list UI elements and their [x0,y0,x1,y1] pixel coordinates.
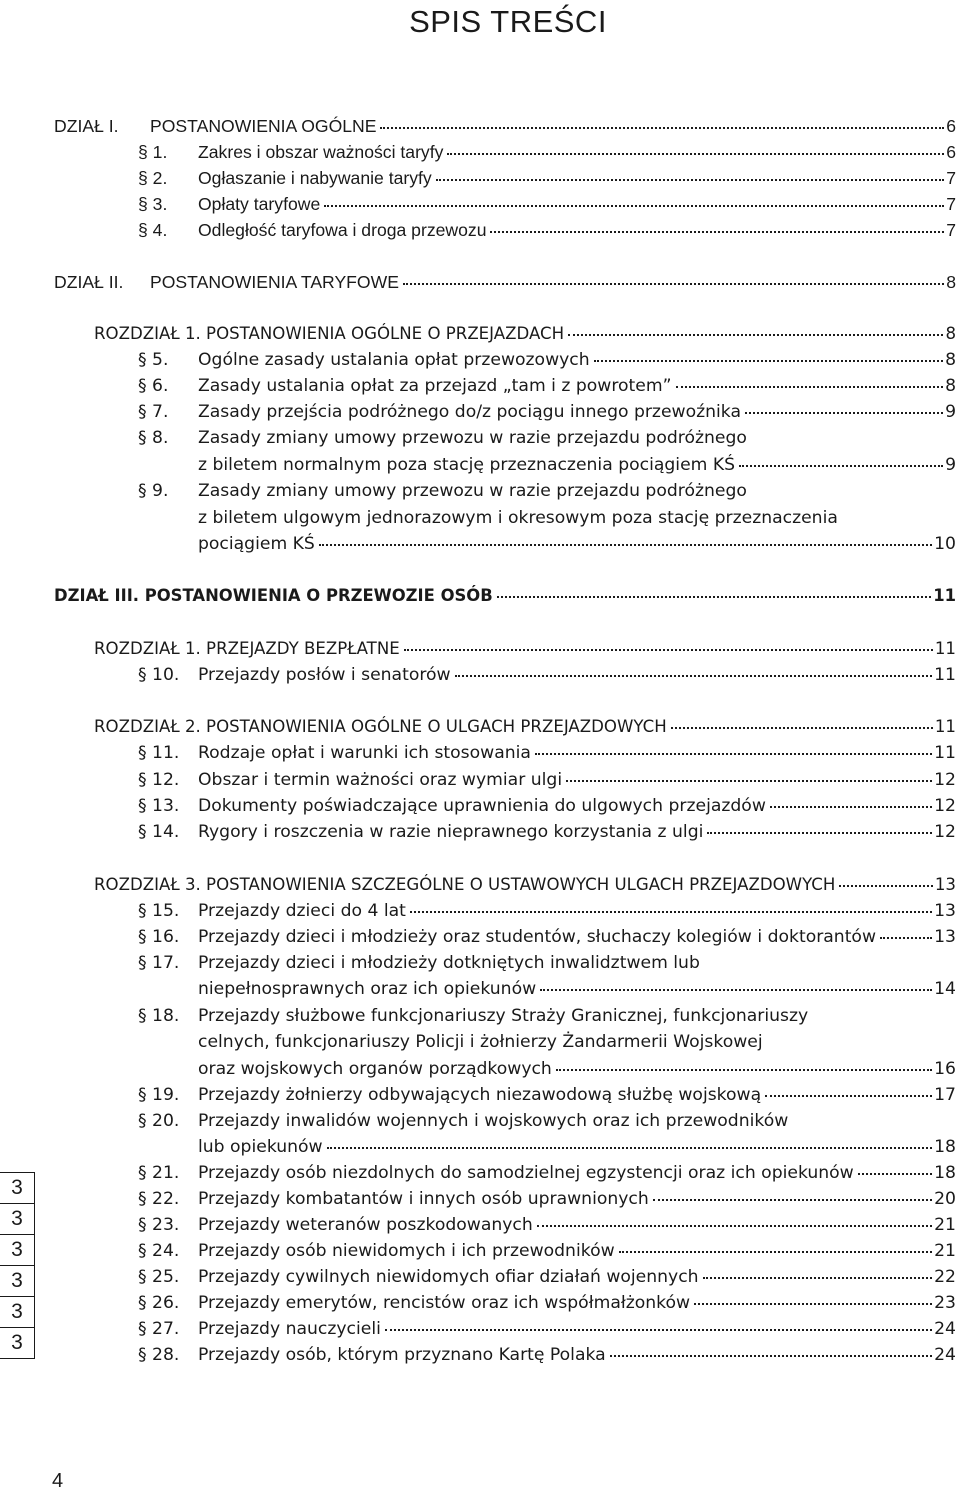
dot-leader [404,648,933,651]
toc-entry-number: DZIAŁ II. [54,272,124,292]
toc-page-number: 13 [934,901,956,921]
toc-entry [138,399,956,425]
toc-entry-title: Obszar i termin ważności oraz wymiar ulgi [198,770,563,790]
toc-page-number: 14 [934,979,956,999]
toc-entry-number: § 6. [138,376,169,396]
toc-entry-number: § 19. [138,1085,180,1105]
dot-leader [739,464,943,467]
dot-leader [556,1068,932,1071]
dot-leader [676,385,944,388]
toc-page-number: 7 [946,220,956,240]
side-tab-cell: 3 [0,1173,34,1204]
toc-entry [138,767,956,793]
dot-leader [653,1198,932,1201]
toc-page-number: 8 [945,324,956,343]
toc-entry-title: ROZDZIAŁ 3. POSTANOWIENIA SZCZEGÓLNE O USTAWOWYCH ULGACH PRZEJAZDOWYCH [94,875,836,894]
toc-entry [138,425,956,451]
toc-entry-title: Zakres i obszar ważności taryfy [198,142,444,162]
toc-entry-title: Przejazdy kombatantów i innych osób uprawnionych [198,1189,649,1209]
toc-entry-title: Przejazdy osób niewidomych i ich przewodników [198,1241,615,1261]
dot-leader [594,359,943,362]
toc-page-number: 24 [934,1345,956,1365]
dot-leader [880,936,932,939]
toc-chapter-heading [94,636,956,662]
side-tab-cell: 3 [11,1331,23,1354]
toc-page-number: 7 [946,168,956,188]
dot-leader [619,1250,932,1253]
dot-leader [455,674,933,677]
dot-leader [745,411,943,414]
toc-entry [138,505,956,531]
toc-page-number: 18 [934,1163,956,1183]
toc-entry [138,1082,956,1108]
toc-entry-number: § 25. [138,1267,180,1287]
toc-page-number: 8 [945,350,956,370]
side-tab-cell: 3 [0,1204,34,1235]
dot-leader [770,805,932,808]
toc-entry-title: Przejazdy nauczycieli [198,1319,381,1339]
toc-page-number: 13 [934,875,956,894]
toc-chapter-heading [94,321,956,347]
dot-leader [403,282,944,285]
toc-entry-title: Przejazdy osób niezdolnych do samodzielnej egzystencji oraz ich opiekunów [198,1163,854,1183]
dot-leader [436,178,944,181]
toc-entry-number: § 9. [138,481,169,501]
toc-entry [138,1316,956,1342]
toc-entry-title: niepełnosprawnych oraz ich opiekunów [198,979,537,999]
toc-entry-number: § 17. [138,953,180,973]
toc-page-number: 10 [934,534,956,554]
toc-entry [138,1342,956,1368]
toc-entry-number: § 10. [138,665,180,685]
dot-leader [380,126,944,129]
toc-entry [138,819,956,845]
toc-entry [138,976,956,1002]
dot-leader [497,595,931,598]
toc-page-number: 8 [945,376,956,396]
toc-entry [138,478,956,504]
toc-page-number: 12 [934,822,956,842]
toc-chapter-heading [94,714,956,740]
toc-entry [138,1108,956,1134]
side-tab-marker [0,1172,35,1359]
toc-entry-title: Ogłaszanie i nabywanie taryfy [198,168,432,188]
toc-entry-number: § 21. [138,1163,180,1183]
toc-entry [138,452,956,478]
dot-leader [540,988,932,991]
toc-entry-title: celnych, funkcjonariuszy Policji i żołnierzy Żandarmerii Wojskowej [198,1032,763,1052]
dot-leader [537,1224,932,1227]
toc-entry-number: § 18. [138,1006,180,1026]
toc-entry [138,1029,956,1055]
toc-page-number: 8 [946,272,956,292]
toc-entry-number: § 28. [138,1345,180,1365]
toc-entry-title: Przejazdy dzieci i młodzieży dotkniętych inwalidztwem lub [198,953,700,973]
toc-entry-number: § 27. [138,1319,180,1339]
toc-page-number: 22 [934,1267,956,1287]
dot-leader [694,1302,932,1305]
toc-entry-title: Zasady przejścia podróżnego do/z pociągu innego przewoźnika [198,402,741,422]
toc-entry-title: Przejazdy cywilnych niewidomych ofiar działań wojennych [198,1267,699,1287]
toc-entry-title: z biletem normalnym poza stację przeznaczenia pociągiem KŚ [198,455,736,475]
toc-entry [138,1238,956,1264]
dot-leader [447,152,944,155]
toc-page-number: 6 [946,142,956,162]
toc-entry-number: § 7. [138,402,169,422]
toc-page-number: 6 [946,116,956,136]
toc-entry-number: § 2. [138,168,168,188]
toc-page-number: 17 [934,1085,956,1105]
dot-leader [858,1172,932,1175]
toc-entry [138,531,956,557]
dot-leader [671,726,933,729]
dot-leader [319,543,932,546]
toc-entry-title: POSTANOWIENIA TARYFOWE [150,272,399,292]
toc-entry-number: § 23. [138,1215,180,1235]
toc-entry-title: Dokumenty poświadczające uprawnienia do ulgowych przejazdów [198,796,766,816]
toc-entry-title: pociągiem KŚ [198,534,315,554]
toc-entry-title: Ogólne zasady ustalania opłat przewozowych [198,350,590,370]
toc-entry [138,373,956,399]
toc-entry-title: Zasady zmiany umowy przewozu w razie przejazdu podróżnego [198,481,747,501]
toc-entry-title: Przejazdy posłów i senatorów [198,665,451,685]
toc-entry-number: § 16. [138,927,180,947]
toc-entry-number: § 24. [138,1241,180,1261]
toc-entry-number: § 5. [138,350,169,370]
toc-entry-title: Przejazdy emerytów, rencistów oraz ich współmałżonków [198,1293,691,1313]
toc-entry [138,924,956,950]
toc-entry [138,1003,956,1029]
toc-entry [138,1056,956,1082]
toc-page-number: 11 [934,717,956,736]
toc-entry-title: Przejazdy dzieci i młodzieży oraz studentów, słuchaczy kolegiów i doktorantów [198,927,877,947]
side-tab-cell: 3 [0,1266,34,1297]
toc-section-heading [54,583,956,609]
side-tab-cell: 3 [0,1297,34,1328]
dot-leader [839,884,933,887]
dot-leader [535,752,932,755]
toc-entry [138,347,956,373]
toc-chapter-heading [94,872,956,898]
toc-entry-title: POSTANOWIENIA OGÓLNE [150,116,377,136]
toc-entry-number: § 15. [138,901,180,921]
page-title: SPIS TREŚCI [409,4,607,39]
toc-entry-title: Przejazdy żołnierzy odbywających niezawodową służbę wojskową [198,1085,762,1105]
toc-entry [138,793,956,819]
toc-page-number: 7 [946,194,956,214]
toc-entry-number: § 22. [138,1189,180,1209]
toc-entry-number: § 20. [138,1111,180,1131]
toc-entry [138,1134,956,1160]
toc-entry-number: DZIAŁ I. [54,116,119,136]
toc-page-number: 18 [934,1137,956,1157]
toc-page-number: 16 [934,1059,956,1079]
toc-page-number: 11 [933,586,956,605]
toc-page-number: 12 [934,796,956,816]
dot-leader [324,204,944,207]
page-number: 4 [52,1470,64,1492]
toc-entry-title: Przejazdy dzieci do 4 lat [198,901,406,921]
toc-entry-title: lub opiekunów [198,1137,323,1157]
toc-entry-title: Przejazdy służbowe funkcjonariuszy Straży Granicznej, funkcjonariuszy [198,1006,809,1026]
toc-entry-title: Przejazdy weteranów poszkodowanych [198,1215,533,1235]
toc-entry [138,898,956,924]
toc-entry [138,1212,956,1238]
dot-leader [568,333,943,336]
toc-page-number: 21 [934,1241,956,1261]
toc-entry-title: Przejazdy inwalidów wojennych i wojskowych oraz ich przewodników [198,1111,789,1131]
toc-page-number: 13 [934,927,956,947]
toc-page-number: 11 [934,743,956,763]
toc-entry-title: ROZDZIAŁ 2. POSTANOWIENIA OGÓLNE O ULGACH PRZEJAZDOWYCH [94,717,667,736]
toc-entry-number: § 26. [138,1293,180,1313]
dot-leader [610,1354,932,1357]
toc-page-number: 11 [934,665,956,685]
toc-entry-title: Rodzaje opłat i warunki ich stosowania [198,743,531,763]
toc-page-number: 9 [945,455,956,475]
side-tab-cell: 3 [0,1235,34,1266]
toc-page-number: 12 [934,770,956,790]
toc-entry [138,1264,956,1290]
toc-entry [138,950,956,976]
toc-entry-number: § 13. [138,796,180,816]
dot-leader [385,1328,932,1331]
dot-leader [327,1146,933,1149]
dot-leader [410,910,932,913]
toc-entry-title: Przejazdy osób, którym przyznano Kartę Polaka [198,1345,606,1365]
toc-entry-title: oraz wojskowych organów porządkowych [198,1059,552,1079]
toc-entry-title: Zasady zmiany umowy przewozu w razie przejazdu podróżnego [198,428,747,448]
toc-section-heading [54,113,956,139]
toc-entry [138,1186,956,1212]
toc-entry-title: ROZDZIAŁ 1. POSTANOWIENIA OGÓLNE O PRZEJAZDACH [94,324,565,343]
toc-page-number: 20 [934,1189,956,1209]
toc-page-number: 24 [934,1319,956,1339]
toc-entry-title: ROZDZIAŁ 1. PRZEJAZDY BEZPŁATNE [94,639,400,658]
toc-page-number: 23 [934,1293,956,1313]
toc-entry-title: Odległość taryfowa i droga przewozu [198,220,487,240]
toc-entry [138,740,956,766]
toc-entry [138,1160,956,1186]
toc-entry-number: § 3. [138,194,168,214]
dot-leader [703,1276,933,1279]
toc-entry-title: Rygory i roszczenia w razie nieprawnego korzystania z ulgi [198,822,704,842]
toc-entry-title: DZIAŁ III. POSTANOWIENIA O PRZEWOZIE OSÓB [54,586,493,605]
dot-leader [490,230,944,233]
toc-entry-title: Opłaty taryfowe [198,194,321,214]
toc-entry-number: § 8. [138,428,169,448]
dot-leader [566,779,932,782]
toc-entry [138,165,956,191]
toc-entry-number: § 14. [138,822,180,842]
toc-entry-title: Zasady ustalania opłat za przejazd „tam i z powrotem” [198,376,672,396]
dot-leader [707,831,932,834]
toc-entry-title: z biletem ulgowym jednorazowym i okresowym poza stację przeznaczenia [198,508,838,528]
toc-page-number: 21 [934,1215,956,1235]
toc-entry [138,191,956,217]
toc-entry [138,1290,956,1316]
toc-entry [138,217,956,243]
toc-entry-number: § 12. [138,770,180,790]
toc-entry-number: § 11. [138,743,180,763]
toc-entry-number: § 1. [138,142,168,162]
toc-entry [138,662,956,688]
dot-leader [765,1094,932,1097]
toc-entry-number: § 4. [138,220,168,240]
toc-section-heading [54,269,956,295]
toc-entry [138,139,956,165]
toc-page-number: 9 [945,402,956,422]
toc-page-number: 11 [934,639,956,658]
